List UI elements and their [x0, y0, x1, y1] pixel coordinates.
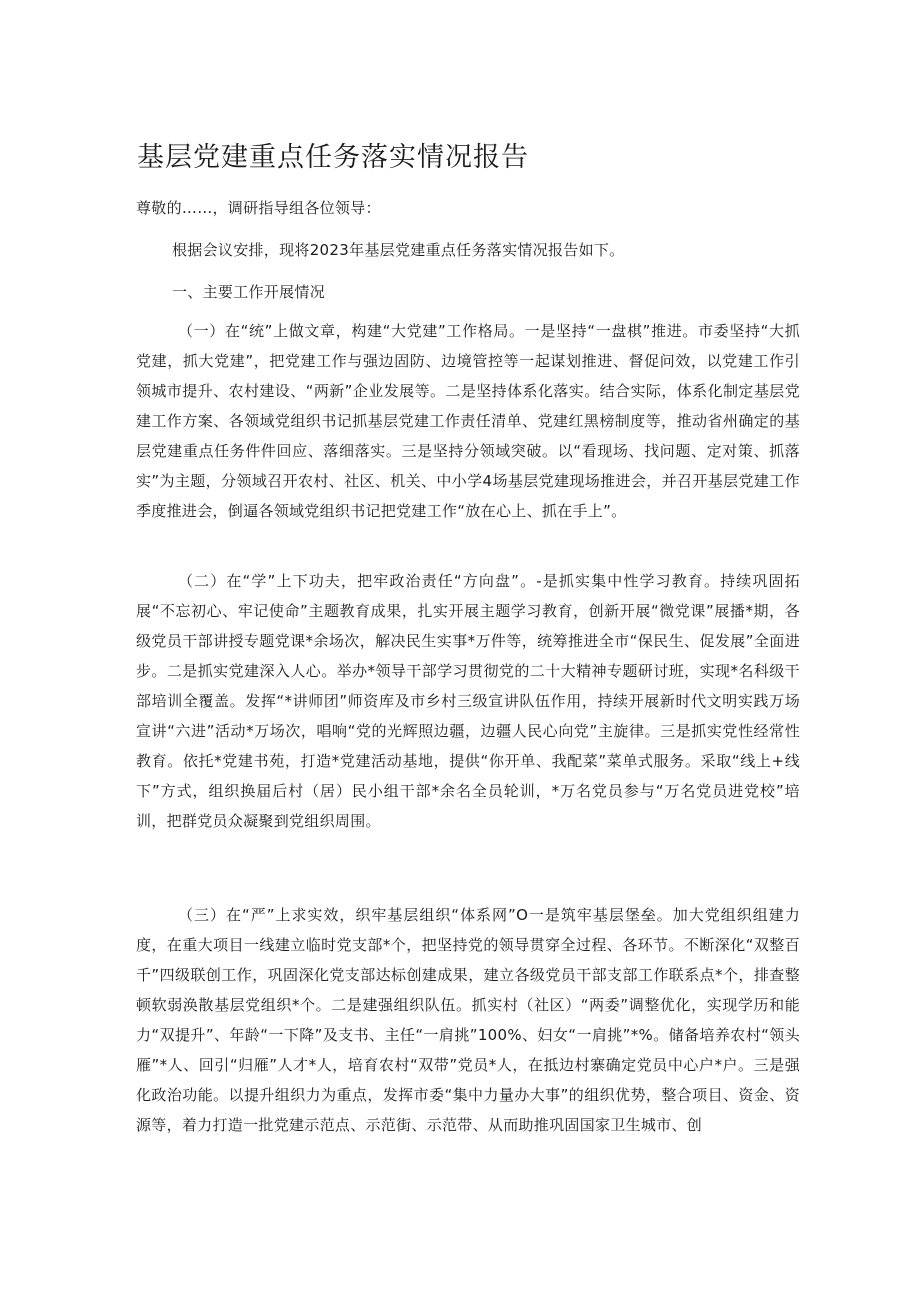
page-title: 基层党建重点任务落实情况报告: [137, 142, 529, 173]
paragraph-2: （二）在“学”上下功夫，把牢政治责任“方向盘”。-是抓实集中性学习教育。持续巩固拓展“不忘初心、牢记使命”主题教育成果，扎实开展主题学习教育，创新开展“微党课”展播*期，各级党员干部讲授专题党课*余场次，解决民生实事*万件等，统筹推进全市“保民生、促发展”全面进步。二是抓实党建深入人心。举办*领导干部学习贯彻党的二十大精神专题研讨班，实现*名科级干部培训全覆盖。发挥“*讲师团”师资库及市乡村三级宣讲队伍作用，持续开展新时代文明实践万场宣讲“六进”活动*万场次，唱响“党的光辉照边疆，边疆人民心向党”主旋律。三是抓实党性经常性教育。依托*党建书苑，打造*党建活动基地，提供“你开单、我配菜”菜单式服务。采取“线上+线下”方式，组织换届后村（居）民小组干部*余名全员轮训，*万名党员参与“万名党员进党校”培训，把群党员众凝聚到党组织周围。: [136, 572, 800, 830]
salutation: 尊敬的……，调研指导组各位领导：: [136, 199, 381, 217]
section-heading: 一、主要工作开展情况: [172, 283, 326, 301]
paragraph-3: （三）在“严”上求实效，织牢基层组织“体系网”O一是筑牢基层堡垒。加大党组织组建力度，在重大项目一线建立临时党支部*个，把坚持党的领导贯穿全过程、各环节。不断深化“双整百千”四级联创工作，巩固深化党支部达标创建成果，建立各级党员干部支部工作联系点*个，排查整顿软弱涣散基层党组织*个。二是建强组织队伍。抓实村（社区）“两委”调整优化，实现学历和能力“双提升”、年龄“一下降”及支书、主任“一肩挑”100%、妇女“一肩挑”*%。储备培养农村“领头雁”*人、回引“归雁”人才*人，培育农村“双带”党员*人，在抵边村寨确定党员中心户*户。三是强化政治功能。以提升组织力为重点，发挥市委“集中力量办大事”的组织优势，整合项目、资金、资源等，着力打造一批党建示范点、示范街、示范带、从而助推巩固国家卫生城市、创: [136, 906, 800, 1134]
intro-paragraph: 根据会议安排，现将2023年基层党建重点任务落实情况报告如下。: [172, 241, 625, 259]
paragraph-1: （一）在“统”上做文章，构建“大党建”工作格局。一是坚持“一盘棋”推进。市委坚持“大抓党建，抓大党建”，把党建工作与强边固防、边境管控等一起谋划推进、督促问效，以党建工作引领城市提升、农村建设、“两新”企业发展等。二是坚持体系化落实。结合实际，体系化制定基层党建工作方案、各领域党组织书记抓基层党建工作责任清单、党建红黑榜制度等，推动省州确定的基层党建重点任务件件回应、落细落实。三是坚持分领域突破。以“看现场、找问题、定对策、抓落实”为主题，分领域召开农村、社区、机关、中小学4场基层党建现场推进会，并召开基层党建工作季度推进会，倒逼各领域党组织书记把党建工作“放在心上、抓在手上”。: [136, 322, 800, 520]
